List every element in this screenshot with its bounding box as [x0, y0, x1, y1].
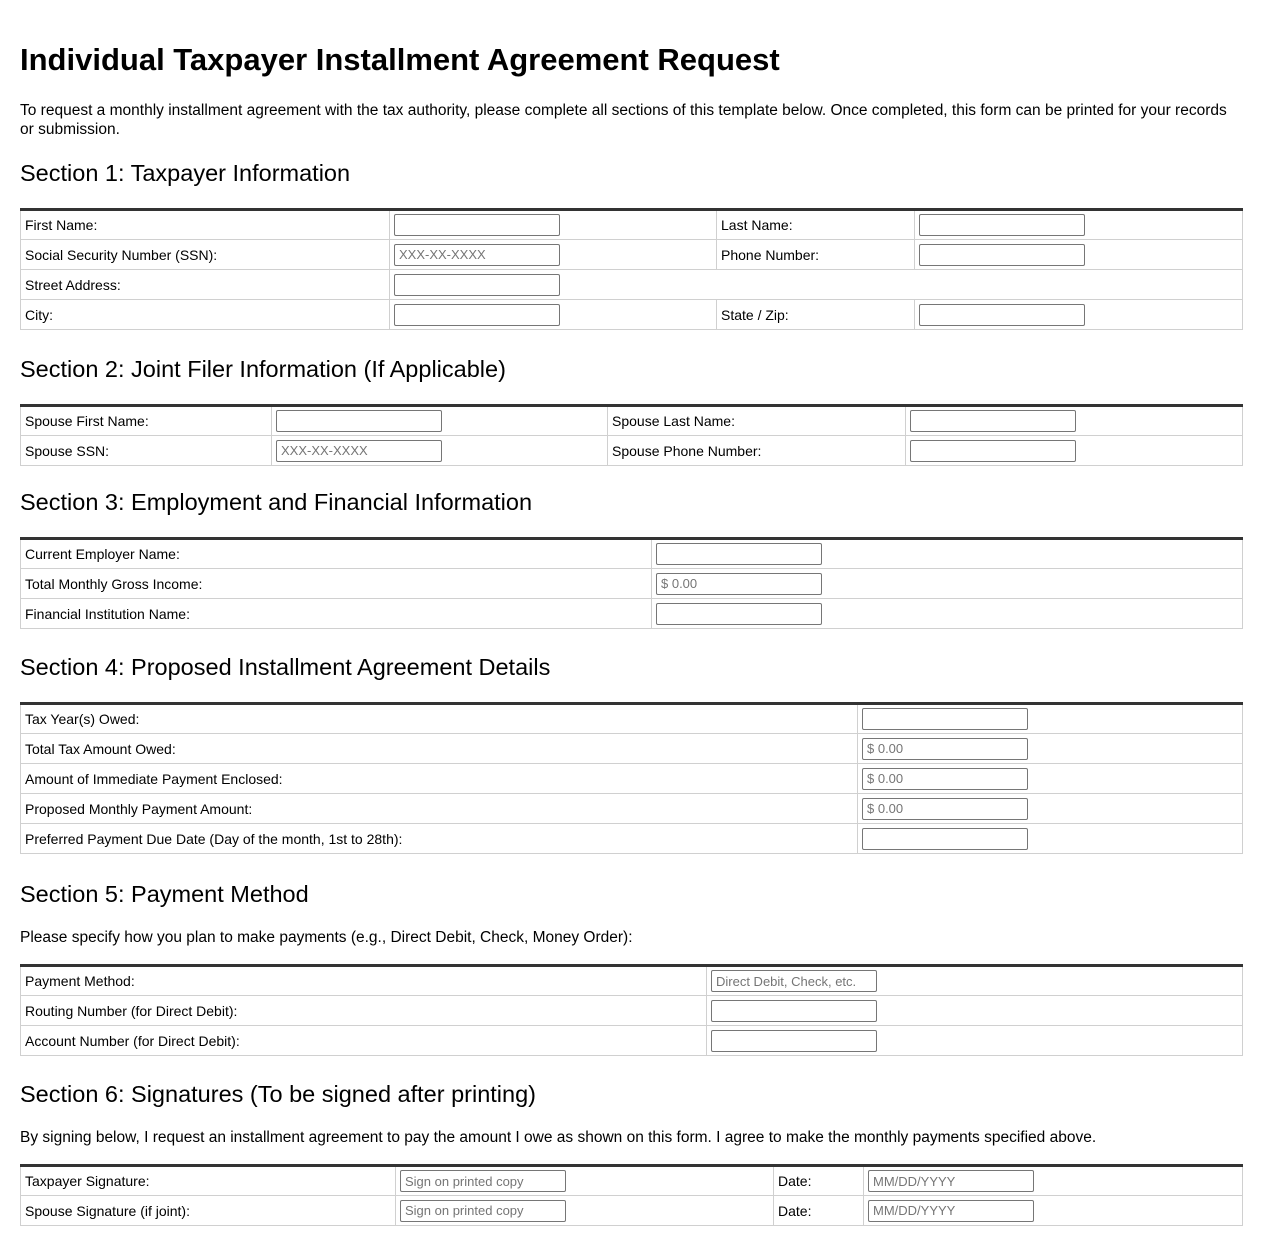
spouse-ssn-input[interactable]	[276, 440, 442, 462]
monthly-payment-label: Proposed Monthly Payment Amount:	[21, 794, 858, 824]
section-4-heading: Section 4: Proposed Installment Agreement Details	[20, 654, 551, 680]
state-zip-input[interactable]	[919, 304, 1085, 326]
spouse-phone-cell	[906, 436, 1243, 466]
table-row	[21, 1026, 1243, 1056]
section-3-heading: Section 3: Employment and Financial Information	[20, 489, 533, 515]
account-number-cell	[707, 1026, 1243, 1056]
spouse-ssn-label: Spouse SSN:	[21, 436, 272, 466]
payment-method-input[interactable]	[711, 970, 877, 992]
spouse-phone-label: Spouse Phone Number:	[608, 436, 906, 466]
city-input[interactable]	[394, 304, 560, 326]
account-number-label: Account Number (for Direct Debit):	[21, 1026, 707, 1056]
spouse-signature-input[interactable]	[400, 1200, 566, 1222]
city-cell	[390, 300, 717, 330]
intro-text: To request a monthly installment agreement with the tax authority, please complete all sections of this template below. Once completed, this form can be printed for your records or submission.	[20, 102, 1227, 138]
spouse-signature-label: Spouse Signature (if joint):	[21, 1196, 396, 1226]
employer-input[interactable]	[656, 543, 822, 565]
tax-years-input[interactable]	[862, 708, 1028, 730]
financial-institution-input[interactable]	[656, 603, 822, 625]
signature-note: By signing below, I request an installment agreement to pay the amount I owe as shown on this form. I agree to make the monthly payments specified above.	[20, 1129, 1097, 1146]
first-name-label: First Name:	[21, 210, 390, 240]
tax-years-label: Tax Year(s) Owed:	[21, 704, 858, 734]
table-row	[21, 1196, 1243, 1226]
table-row	[21, 1166, 1243, 1196]
state-zip-label: State / Zip:	[717, 300, 915, 330]
taxpayer-date-cell	[864, 1166, 1243, 1196]
spouse-signature-cell	[396, 1196, 774, 1226]
street-address-input[interactable]	[394, 274, 560, 296]
table-row	[21, 966, 1243, 996]
phone-cell	[915, 240, 1243, 270]
first-name-cell	[390, 210, 717, 240]
due-date-cell	[858, 824, 1243, 854]
ssn-cell	[390, 240, 717, 270]
section-6-heading: Section 6: Signatures (To be signed after printing)	[20, 1081, 536, 1107]
due-date-input[interactable]	[862, 828, 1028, 850]
state-zip-cell	[915, 300, 1243, 330]
table-row	[21, 996, 1243, 1026]
section-5-heading: Section 5: Payment Method	[20, 881, 309, 907]
financial-institution-label: Financial Institution Name:	[21, 599, 652, 629]
taxpayer-info-table	[20, 208, 1243, 330]
street-address-cell	[390, 270, 1243, 300]
agreement-details-table	[20, 702, 1243, 854]
phone-label: Phone Number:	[717, 240, 915, 270]
spouse-phone-input[interactable]	[910, 440, 1076, 462]
spouse-first-name-label: Spouse First Name:	[21, 406, 272, 436]
phone-input[interactable]	[919, 244, 1085, 266]
table-row	[21, 764, 1243, 794]
total-owed-cell	[858, 734, 1243, 764]
table-row	[21, 436, 1243, 466]
spouse-date-cell	[864, 1196, 1243, 1226]
table-row	[21, 824, 1243, 854]
table-row	[21, 270, 1243, 300]
taxpayer-date-input[interactable]	[868, 1170, 1034, 1192]
monthly-payment-input[interactable]	[862, 798, 1028, 820]
payment-method-note: Please specify how you plan to make payments (e.g., Direct Debit, Check, Money Order):	[20, 929, 633, 946]
spouse-last-name-label: Spouse Last Name:	[608, 406, 906, 436]
section-1-heading: Section 1: Taxpayer Information	[20, 160, 351, 186]
table-row	[21, 704, 1243, 734]
monthly-payment-cell	[858, 794, 1243, 824]
page-title: Individual Taxpayer Installment Agreement Request	[20, 42, 780, 77]
spouse-first-name-input[interactable]	[276, 410, 442, 432]
employment-financial-table	[20, 537, 1243, 629]
gross-income-cell	[652, 569, 1243, 599]
spouse-ssn-cell	[272, 436, 608, 466]
first-name-input[interactable]	[394, 214, 560, 236]
taxpayer-signature-input[interactable]	[400, 1170, 566, 1192]
table-row	[21, 794, 1243, 824]
employer-label: Current Employer Name:	[21, 539, 652, 569]
signatures-table	[20, 1164, 1243, 1226]
table-row	[21, 300, 1243, 330]
routing-number-label: Routing Number (for Direct Debit):	[21, 996, 707, 1026]
routing-number-cell	[707, 996, 1243, 1026]
spouse-first-name-cell	[272, 406, 608, 436]
employer-cell	[652, 539, 1243, 569]
ssn-label: Social Security Number (SSN):	[21, 240, 390, 270]
spouse-last-name-cell	[906, 406, 1243, 436]
table-row	[21, 240, 1243, 270]
table-row	[21, 210, 1243, 240]
immediate-payment-label: Amount of Immediate Payment Enclosed:	[21, 764, 858, 794]
immediate-payment-input[interactable]	[862, 768, 1028, 790]
last-name-label: Last Name:	[717, 210, 915, 240]
street-address-label: Street Address:	[21, 270, 390, 300]
ssn-input[interactable]	[394, 244, 560, 266]
taxpayer-signature-cell	[396, 1166, 774, 1196]
last-name-input[interactable]	[919, 214, 1085, 236]
immediate-payment-cell	[858, 764, 1243, 794]
table-row	[21, 734, 1243, 764]
joint-filer-table	[20, 404, 1243, 466]
routing-number-input[interactable]	[711, 1000, 877, 1022]
payment-method-table	[20, 964, 1243, 1056]
payment-method-cell	[707, 966, 1243, 996]
table-row	[21, 599, 1243, 629]
financial-institution-cell	[652, 599, 1243, 629]
spouse-date-label: Date:	[774, 1196, 864, 1226]
due-date-label: Preferred Payment Due Date (Day of the month, 1st to 28th):	[21, 824, 858, 854]
section-2-heading: Section 2: Joint Filer Information (If Applicable)	[20, 356, 506, 382]
account-number-input[interactable]	[711, 1030, 877, 1052]
spouse-date-input[interactable]	[868, 1200, 1034, 1222]
total-owed-label: Total Tax Amount Owed:	[21, 734, 858, 764]
table-row	[21, 569, 1243, 599]
taxpayer-date-label: Date:	[774, 1166, 864, 1196]
spouse-last-name-input[interactable]	[910, 410, 1076, 432]
last-name-cell	[915, 210, 1243, 240]
taxpayer-signature-label: Taxpayer Signature:	[21, 1166, 396, 1196]
tax-years-cell	[858, 704, 1243, 734]
total-owed-input[interactable]	[862, 738, 1028, 760]
table-row	[21, 406, 1243, 436]
payment-method-label: Payment Method:	[21, 966, 707, 996]
city-label: City:	[21, 300, 390, 330]
gross-income-input[interactable]	[656, 573, 822, 595]
table-row	[21, 539, 1243, 569]
gross-income-label: Total Monthly Gross Income:	[21, 569, 652, 599]
